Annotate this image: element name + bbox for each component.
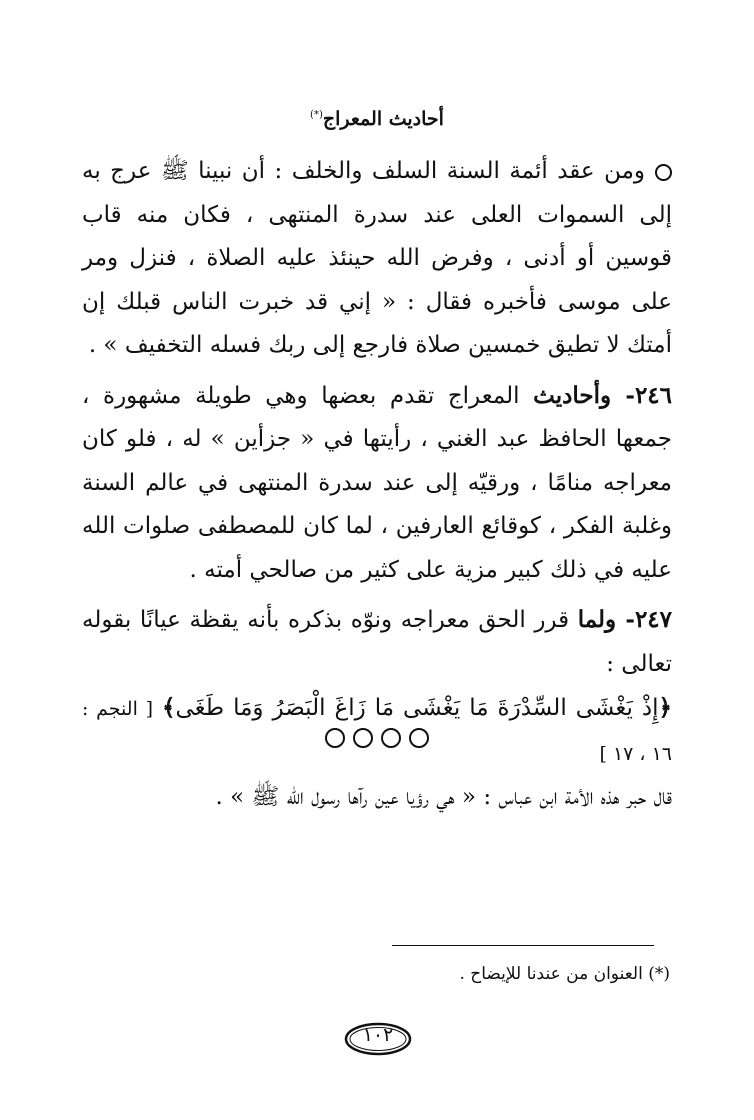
body-text	[82, 150, 672, 820]
paragraph-text: قرر الحق معراجه ونوّه بذكره بأنه يقظة عيانًا بقوله تعالى :	[82, 607, 672, 677]
paragraph-246	[82, 374, 672, 593]
circle-ornament-icon	[409, 728, 429, 748]
verse-reference: [ النجم : ١٦ ، ١٧ ]	[82, 698, 672, 765]
paragraph-lead: ٢٤٦- وأحاديث	[533, 381, 673, 409]
footnote: (*) العنوان من عندنا للإيضاح .	[459, 964, 670, 984]
circle-ornament-icon	[325, 728, 345, 748]
footnote-divider	[392, 945, 654, 946]
quran-verse: ﴿إِذْ يَغْشَى السِّدْرَةَ مَا يَغْشَى مَا زَاغَ الْبَصَرُ وَمَا طَغَى﴾	[162, 694, 673, 721]
paragraph-tail: قال حبر هذه الأمة ابن عباس : « هي رؤيا عين رآها رسول الله ﷺ » .	[215, 784, 672, 810]
page-number: ١٠٢	[362, 1024, 394, 1046]
bullet-circle-icon	[655, 164, 672, 181]
circle-ornament-icon	[381, 728, 401, 748]
section-separator	[0, 728, 754, 752]
circle-ornament-icon	[353, 728, 373, 748]
section-heading	[0, 108, 754, 130]
paragraph-text: المعراج تقدم بعضها وهي طويلة مشهورة ، جمعها الحافظ عبد الغني ، رأيتها في « جزأين » له ، فلو كان معراجه منامًا ، ورقيّه إلى عند سدرة المنتهى في عالم السنة وغلبة الفكر ، كوقائع العارفين ، لما كان للمصطفى صلوات الله عليه في ذلك كبير مزية على كثير من صالحي أمته .	[82, 382, 672, 583]
paragraph-lead: ٢٤٧- ولما	[577, 606, 672, 633]
heading-title: أحاديث المعراج	[322, 108, 444, 130]
paragraph-intro	[82, 150, 672, 368]
verse-text: إِذْ يَغْشَى السِّدْرَةَ مَا يَغْشَى مَا زَاغَ الْبَصَرُ وَمَا طَغَى	[175, 695, 659, 721]
paragraph-247	[82, 598, 672, 820]
paragraph-text: ومن عقد أئمة السنة السلف والخلف : أن نبينا ﷺ عرج به إلى السموات العلى عند سدرة المنتهى ، فكان منه قاب قوسين أو أدنى ، وفرض الله حينئذ عليه الصلاة ، فنزل ومر على موسى فأخبره فقال : « إني قد خبرت الناس قبلك إن أمتك لا تطيق خمسين صلاة فارجع إلى ربك فسله التخفيف » .	[82, 158, 672, 358]
heading-footnote-mark: (*)	[310, 109, 323, 121]
page-number-badge	[342, 1020, 414, 1058]
